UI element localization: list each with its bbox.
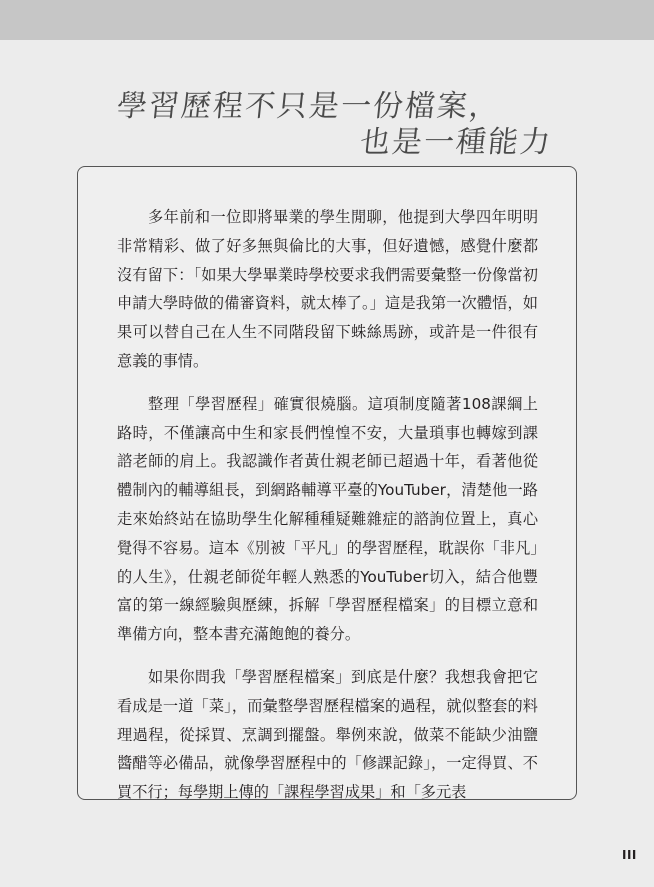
chapter-title-line-2: 也是一種能力 xyxy=(358,125,554,160)
page-number: III xyxy=(622,848,637,862)
header-band xyxy=(0,0,654,40)
preface-text-box xyxy=(77,166,577,800)
chapter-title-line-1: 學習歷程不只是一份檔案， xyxy=(115,89,503,124)
paragraph-1: 多年前和一位即將畢業的學生閒聊，他提到大學四年明明非常精彩、做了好多無與倫比的大事，但好遺憾，感覺什麼都沒有留下：「如果大學畢業時學校要求我們需要彙整一份像當初申請大學時做的備審資料，就太棒了。」這是我第一次體悟，如果可以替自己在人生不同階段留下蛛絲馬跡，或許是一件很有意義的事情。 xyxy=(117,208,538,370)
paragraph-3: 如果你問我「學習歷程檔案」到底是什麼？我想我會把它看成是一道「菜」，而彙整學習歷程檔案的過程，就似整套的料理過程，從採買、烹調到擺盤。舉例來說，做菜不能缺少油鹽醬醋等必備品，就像學習歷程中的「修課記錄」，一定得買、不買不行；每學期上傳的「課程學習成果」和「多元表 xyxy=(117,667,538,802)
paragraph-2: 整理「學習歷程」確實很燒腦。這項制度隨著108課綱上路時，不僅讓高中生和家長們惶惶不安，大量瑣事也轉嫁到課諮老師的肩上。我認識作者黃仕親老師已超過十年，看著他從體制內的輔導組長，到網路輔導平臺的YouTuber，清楚他一路走來始終站在協助學生化解種種疑難雜症的諮詢位置上，真心覺得不容易。這本《別被「平凡」的學習歷程，耽誤你「非凡」的人生》，仕親老師從年輕人熟悉的YouTuber切入，結合他豐富的第一線經驗與歷練，拆解「學習歷程檔案」的目標立意和準備方向，整本書充滿飽飽的養分。 xyxy=(117,394,538,644)
